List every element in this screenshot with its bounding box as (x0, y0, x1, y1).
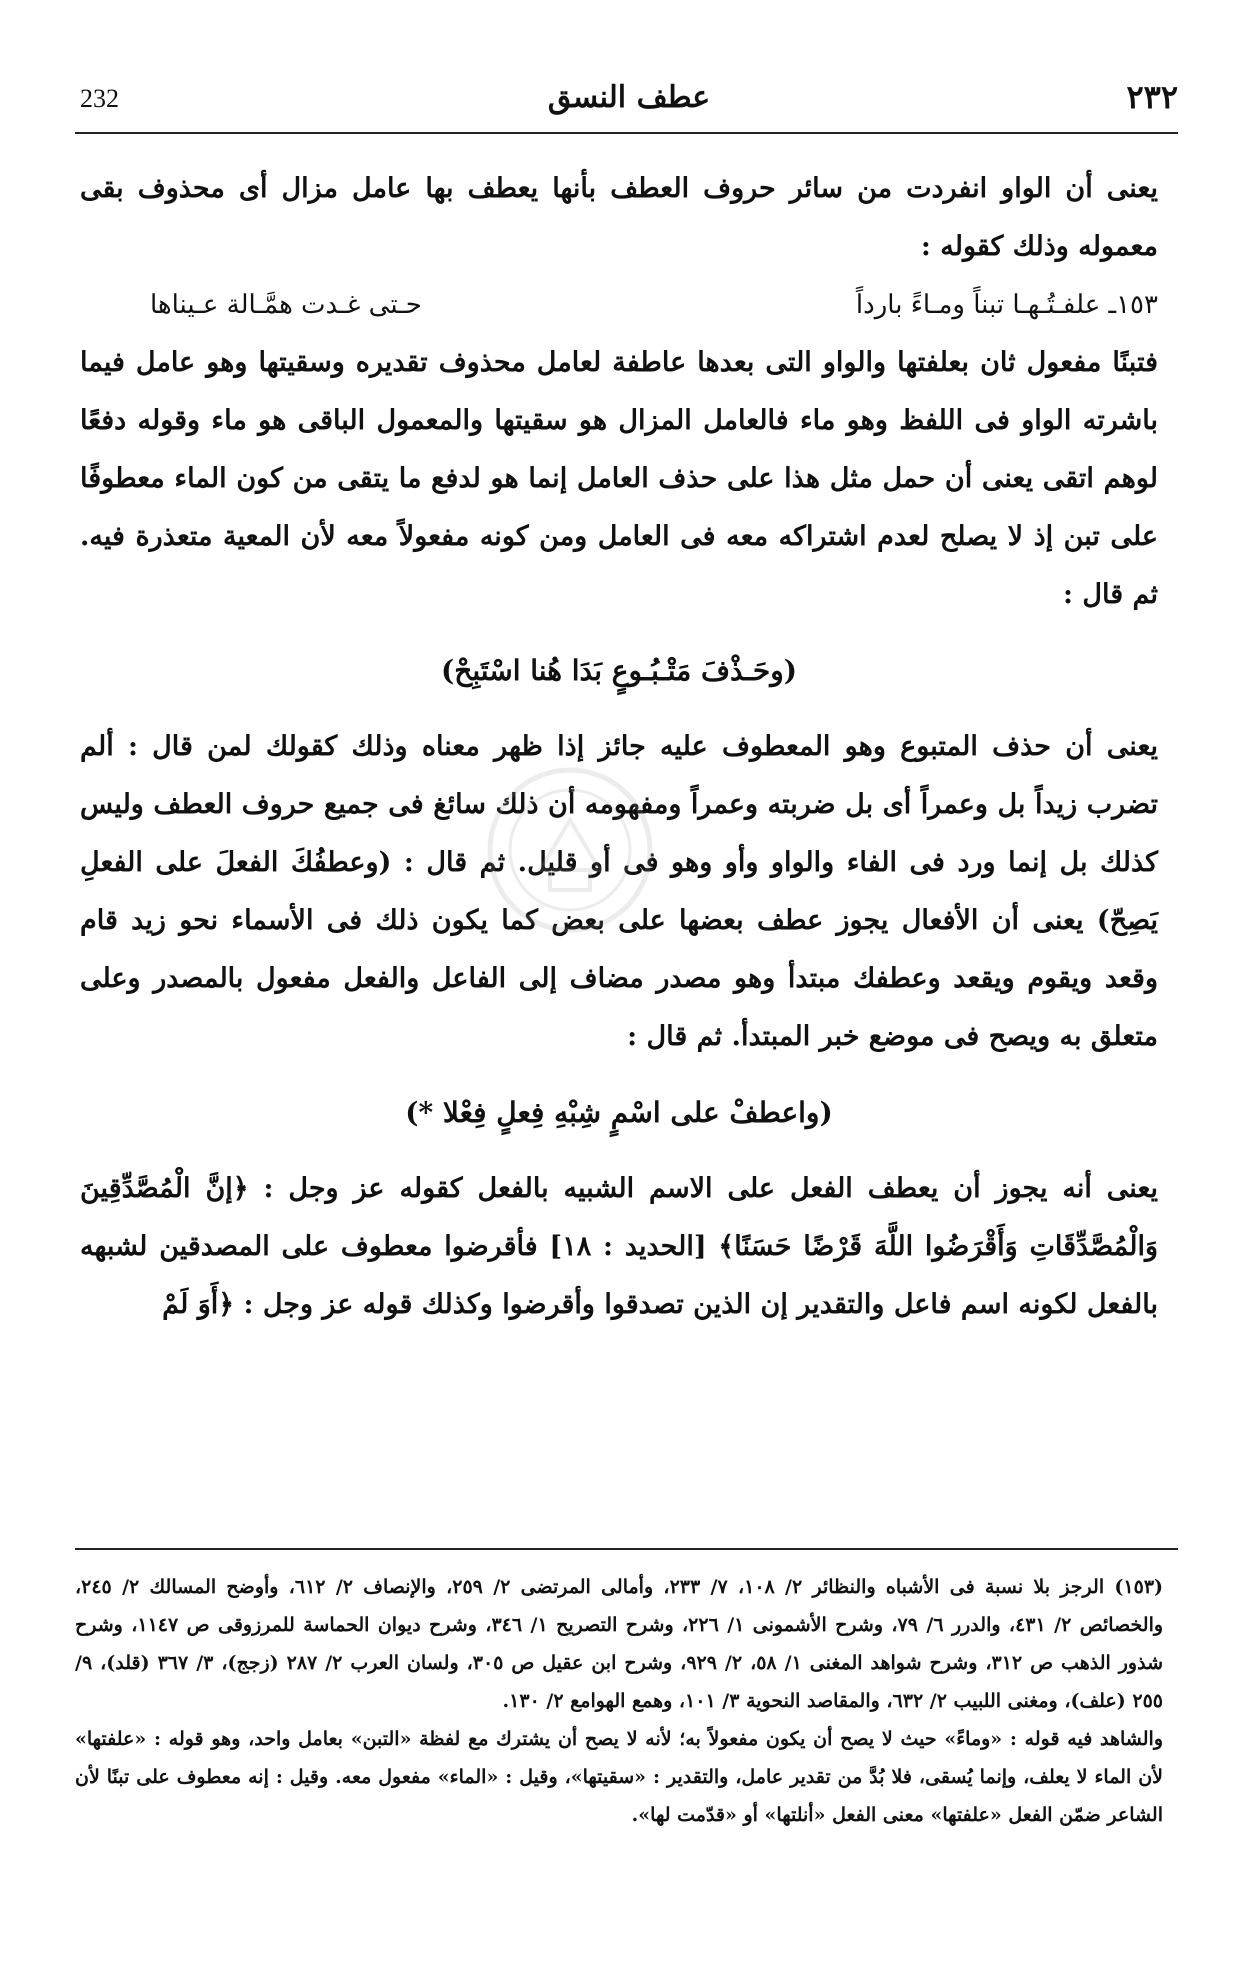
paragraph-1: يعنى أن الواو انفردت من سائر حروف العطف بأنها يعطف بها عامل مزال أى محذوف بقى معموله وذلك كقوله : (80, 173, 1158, 262)
poetry-verse-153 (80, 276, 1158, 334)
footnotes (75, 1568, 1163, 1834)
poem-line-quote-2: (واعطفْ على اسْمٍ شِبْهِ فِعلٍ فِعْلا *) (405, 1096, 833, 1129)
page-header (80, 78, 1178, 128)
page-number-arabic: ٢٣٢ (1126, 78, 1178, 116)
footnote-153-evidence: والشاهد فيه قوله : «وماءً» حيث لا يصح أن يكون مفعولاً به؛ لأنه لا يصح أن يشترك مع لفظة «التبن» بعامل واحد، وهو قوله : «علفتها» لأن الماء لا يعلف، وإنما يُسقى، فلا بُدَّ من تقدير عامل، والتقدير : «سقيتها»، وقيل : «الماء» مفعول معه. وقيل : إنه معطوف على تبنًا لأن الشاعر ضمّن الفعل «علفتها» معنى الفعل «أنلتها» أو «قدّمت لها». (75, 1728, 1163, 1826)
library-stamp-icon (470, 760, 670, 940)
page-number-latin: 232 (80, 84, 119, 113)
chapter-title: عطف النسق (547, 80, 711, 115)
paragraph-2: فتبنًا مفعول ثان بعلفتها والواو التى بعدها عاطفة لعامل محذوف تقديره وسقيتها وهو عامل فيما باشرته الواو فى اللفظ وهو ماء فالعامل المزال هو سقيتها والمعمول الباقى هو ماء وقوله دفعًا لوهم اتقى يعنى أن حمل مثل هذا على حذف العامل إنما هو لدفع ما يتقى من كون الماء معطوفًا على تبن إذ لا يصلح لعدم اشتراكه معه فى العامل ومن كونه مفعولاً معه لأن المعية متعذرة فيه. ثم قال : (80, 347, 1158, 610)
verse-second-hemistich: حـتى غـدت همَّـالة عـيناها (150, 290, 422, 320)
footnote-divider (75, 1548, 1178, 1550)
footnote-153-sources: (١٥٣) الرجز بلا نسبة فى الأشباه والنظائر ٢/ ١٠٨، ٧/ ٢٣٣، وأمالى المرتضى ٢/ ٢٥٩، والإنصاف ٢/ ٦١٢، وأوضح المسالك ٢/ ٢٤٥، والخصائص ٢/ ٤٣١، والدرر ٦/ ٧٩، وشرح الأشمونى ١/ ٢٢٦، وشرح التصريح ١/ ٣٤٦، وشرح ديوان الحماسة للمرزوقى ص ١١٤٧، وشرح شذور الذهب ص ٣١٢، وشرح شواهد المغنى ١/ ٥٨، ٢/ ٩٢٩، وشرح ابن عقيل ص ٣٠٥، ولسان العرب ٢/ ٢٨٧ (زجج)، ٣/ ٣٦٧ (قلد)، ٩/ ٢٥٥ (علف)، ومغنى اللبيب ٢/ ٦٣٢، والمقاصد النحوية ٣/ ١٠١، وهمع الهوامع ٢/ ١٣٠. (75, 1576, 1164, 1712)
poem-line-quote-1: (وحَـذْفَ مَتْـبُـوعٍ بَدَا هُنا اسْتَبِحْ) (441, 654, 797, 687)
paragraph-4: يعنى أنه يجوز أن يعطف الفعل على الاسم الشبيه بالفعل كقوله عز وجل : ﴿إنَّ الْمُصَّدِّقِينَ وَالْمُصَّدِّقَاتِ وَأَقْرَضُوا اللَّهَ قَرْضًا حَسَنًا﴾ [الحديد : ١٨] فأقرضوا معطوف على المصدقين لشبهه بالفعل لكونه اسم فاعل والتقدير إن الذين تصدقوا وأقرضوا وكذلك قوله عز وجل : ﴿أَوَ لَمْ (80, 1173, 1158, 1320)
paragraph-3: يعنى أن حذف المتبوع وهو المعطوف عليه جائز إذا ظهر معناه وذلك كقولك لمن قال : ألم تضرب زيداً بل وعمراً أى بل ضربته وعمراً ومفهومه أن ذلك سائغ فى جميع حروف العطف وليس كذلك بل إنما ورد فى الفاء والواو وأو وهو فى أو قليل. ثم قال : (وعطفُكَ الفعلَ على الفعلِ يَصِحّ) يعنى أن الأفعال يجوز عطف بعضها على بعض كما يكون ذلك فى الأسماء نحو زيد قام وقعد ويقوم ويقعد وعطفك مبتدأ وهو مصدر مضاف إلى الفاعل والفعل مفعول بالمصدر وعلى متعلق به ويصح فى موضع خبر المبتدأ. ثم قال : (80, 731, 1158, 1052)
header-divider (75, 132, 1178, 134)
main-text (80, 160, 1158, 1334)
verse-first-hemistich: ١٥٣ـ علفـتُـهـا تبناً ومـاءً بارداً (855, 290, 1158, 320)
